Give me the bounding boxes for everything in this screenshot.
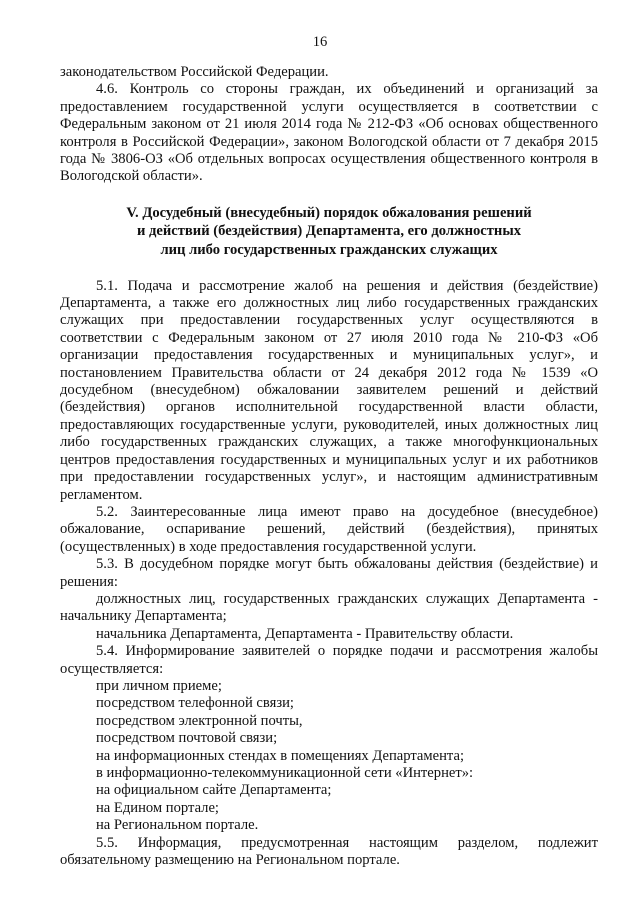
list-item: на Региональном портале. [96, 817, 259, 834]
list-item: посредством почтовой связи; [96, 730, 278, 747]
heading-line: и действий (бездействия) Департамента, его должностных [136, 223, 522, 240]
list-item: на информационных стендах в помещениях Департамента; [96, 747, 464, 764]
section-heading [60, 204, 598, 260]
paragraph-5-3: 5.3. В досудебном порядке могут быть обжалованы действия (бездействие) и решения: [60, 556, 598, 590]
document-body [60, 64, 598, 869]
paragraph-4-6: 4.6. Контроль со стороны граждан, их объединений и организаций за предоставлением государственной услуги осуществляется в соответствии с Федеральным законом от 21 июля 2014 года № 212-ФЗ «Об основах общественного контроля в Российской Федерации», законом Вологодской области от 7 декабря 2015 года № 3806-ОЗ «Об отдельных вопросах осуществления общественного контроля в Вологодской области». [60, 81, 598, 185]
heading-line: лиц либо государственных гражданских служащих [160, 242, 498, 259]
paragraph-5-4: 5.4. Информирование заявителей о порядке подачи и рассмотрения жалобы осуществляется: [60, 643, 598, 677]
list-item: в информационно-телекоммуникационной сети «Интернет»: [96, 765, 474, 781]
paragraph-continuation: законодательством Российской Федерации. [60, 64, 329, 80]
paragraph-5-3-item: начальника Департамента, Департамента - Правительству области. [96, 625, 514, 642]
paragraph-5-3-item: должностных лиц, государственных гражданских служащих Департамента - начальнику Департамента; [60, 590, 598, 625]
list-item: при личном приеме; [96, 677, 222, 694]
list-item: на официальном сайте Департамента; [96, 782, 332, 799]
paragraph-5-2: 5.2. Заинтересованные лица имеют право на досудебное (внесудебное) обжалование, оспаривание решений, действий (бездействия), принятых (осуществленных) в ходе предоставления государственной услуги. [60, 503, 598, 555]
paragraph-5-1: 5.1. Подача и рассмотрение жалоб на решения и действия (бездействие) Департамента, а также его должностных лиц либо государственных гражданских служащих при предоставлении государственных услуг осуществляются в соответствии с Федеральным законом от 27 июля 2010 года № 210-ФЗ «Об организации предоставления государственных и муниципальных услуг», и постановлением Правительства области от 24 декабря 2012 года № 1539 «О досудебном (внесудебном) обжаловании заявителем решений и действий (бездействия) органов исполнительной государственной власти области, предоставляющих государственные услуги, руководителей, иных должностных лиц либо государственных гражданских служащих, а также многофункциональных центров предоставления государственных и муниципальных услуг и их работников при предоставлении государственных услуг», и настоящим административным регламентом. [60, 277, 598, 503]
page-number: 16 [312, 34, 328, 50]
paragraph-5-5: 5.5. Информация, предусмотренная настоящим разделом, подлежит обязательному размещению на Региональном портале. [60, 834, 598, 869]
list-item: на Едином портале; [96, 799, 219, 816]
heading-line: V. Досудебный (внесудебный) порядок обжалования решений [126, 204, 532, 221]
list-item: посредством телефонной связи; [96, 695, 294, 712]
list-item: посредством электронной почты, [96, 712, 303, 729]
